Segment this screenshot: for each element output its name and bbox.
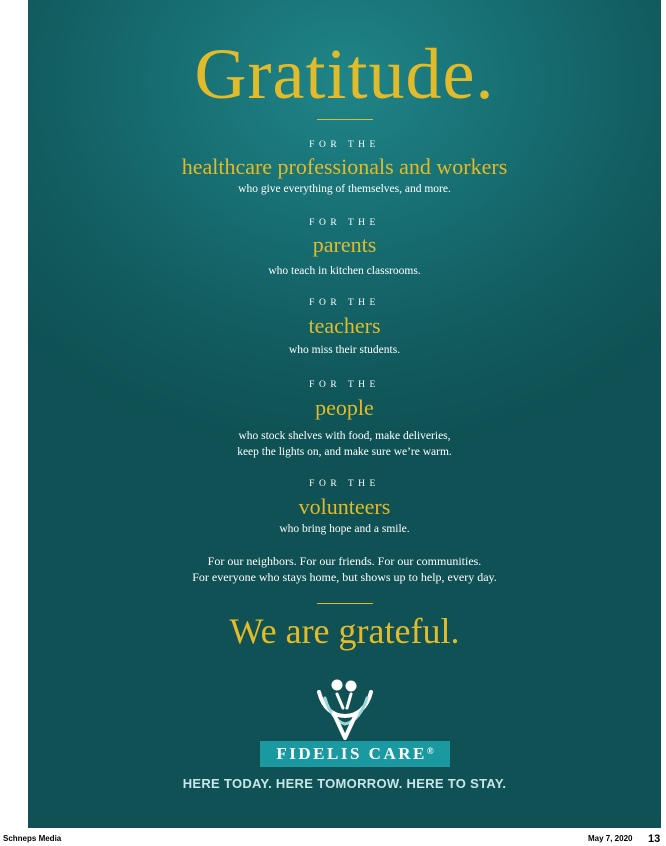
section-heading: people	[315, 395, 374, 420]
tagline: HERE TODAY. HERE TOMORROW. HERE TO STAY.	[182, 776, 507, 791]
section-line: who miss their students.	[288, 344, 401, 356]
section-kicker: FOR THE	[309, 479, 380, 489]
people-embrace-icon	[315, 678, 375, 740]
brand-name: FIDELIS CARE	[276, 744, 427, 763]
section-kicker: FOR THE	[309, 218, 380, 228]
section-heading: parents	[312, 232, 377, 257]
section-line: who stock shelves with food, make deliveries,	[238, 430, 451, 442]
bottom-divider	[317, 603, 373, 604]
top-divider	[317, 119, 373, 120]
section-line: who teach in kitchen classrooms.	[268, 265, 421, 277]
section-kicker: FOR THE	[309, 140, 380, 150]
footer-publisher: Schneps Media	[3, 834, 62, 843]
section-heading: healthcare professionals and workers	[181, 154, 508, 179]
section-line: who give everything of themselves, and more.	[238, 183, 451, 195]
closing-line: For everyone who stays home, but shows up to help, every day.	[192, 570, 497, 584]
section-heading: teachers	[308, 313, 381, 338]
section-kicker: FOR THE	[309, 298, 380, 308]
section-line: keep the lights on, and make sure we’re warm.	[237, 446, 452, 458]
closing-line: For our neighbors. For our friends. For our communities.	[207, 554, 482, 568]
footer-date: May 7, 2020	[588, 834, 633, 843]
registered-mark: ®	[426, 746, 434, 756]
grateful-heading: We are grateful.	[229, 611, 460, 651]
ad-title: Gratitude.	[194, 34, 495, 114]
section-heading: volunteers	[298, 494, 391, 519]
page-number: 13	[648, 833, 661, 845]
section-kicker: FOR THE	[309, 380, 380, 390]
brand-logo	[260, 741, 450, 767]
advertisement	[28, 0, 661, 828]
section-line: who bring hope and a smile.	[279, 523, 410, 535]
